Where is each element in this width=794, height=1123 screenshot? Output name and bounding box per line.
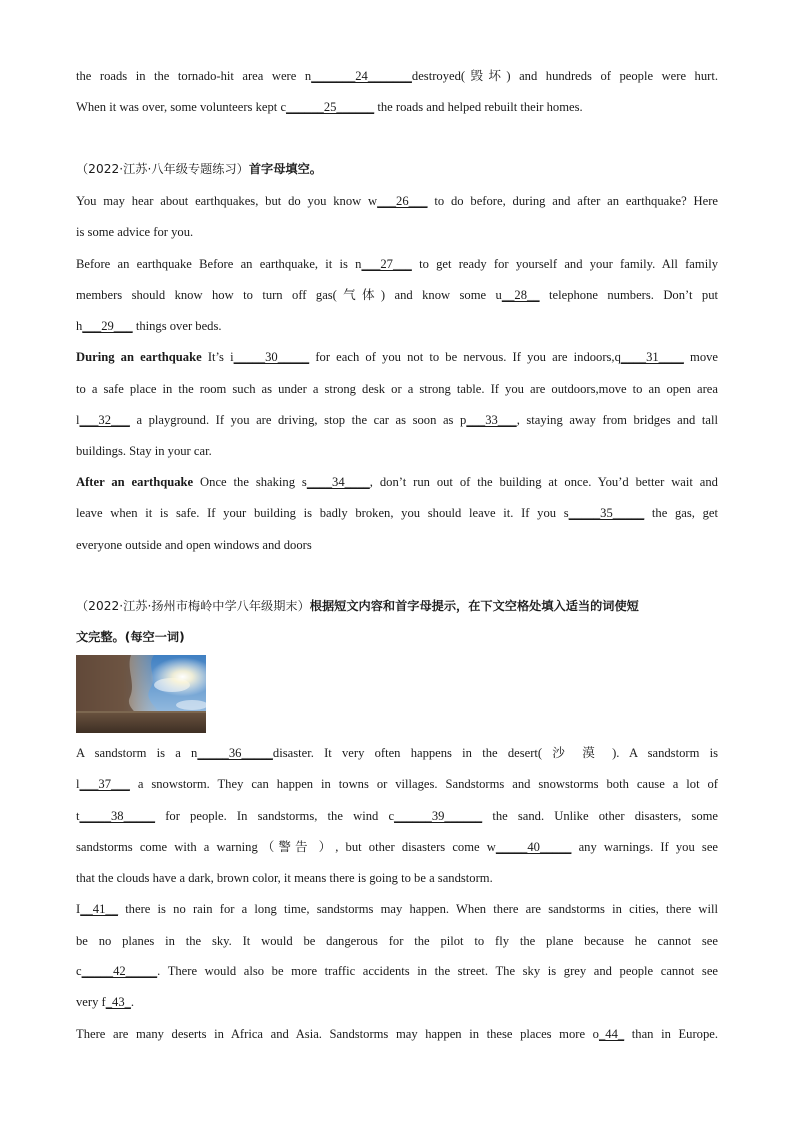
passage-line: After an earthquake Once the shaking s____34____, don’t run out of the building at once. You’d better wait and xyxy=(76,475,718,489)
passage-line: I__41__ there is no rain for a long time, sandstorms may happen. When there are sandstorms in cities, there will xyxy=(76,902,718,916)
passage-line: members should know how to turn off gas(气体) and know some u__28__ telephone numbers. Don’t put xyxy=(76,288,718,302)
passage-line: During an earthquake It’s i_____30_____ for each of you not to be nervous. If you are indoors,q____31____ move xyxy=(76,350,718,364)
blank-41[interactable]: __41__ xyxy=(80,902,118,916)
blank-33[interactable]: ___33___ xyxy=(466,413,517,427)
passage-line: c_____42_____. There would also be more traffic accidents in the street. The sky is grey and people cannot see xyxy=(76,964,718,978)
passage-line: l___32___ a playground. If you are driving, stop the car as soon as p___33___, staying away from bridges and tall xyxy=(76,413,718,427)
passage-line: sandstorms come with a warning（警告 ）, but other disasters come w_____40_____ any warnings. If you see xyxy=(76,840,719,854)
blank-35[interactable]: _____35_____ xyxy=(568,506,645,520)
blank-31[interactable]: ____31____ xyxy=(620,350,684,364)
passage-line: t_____38_____ for people. In sandstorms, the wind c______39______ the sand. Unlike other disasters, some xyxy=(76,809,718,823)
passage-line: You may hear about earthquakes, but do you know w___26___ to do before, during and after an earthquake? Here xyxy=(76,194,718,208)
blank-24[interactable]: _______24_______ xyxy=(311,69,412,83)
blank-29[interactable]: ___29___ xyxy=(82,319,133,333)
passage-line: be no planes in the sky. It would be dangerous for the pilot to fly the plane because he cannot see xyxy=(76,934,718,948)
passage-line: leave when it is safe. If your building is badly broken, you should leave it. If you s_____35_____ the gas, get xyxy=(76,506,719,520)
heading-source: （2022·江苏·八年级专题练习） xyxy=(76,162,249,176)
blank-32[interactable]: ___32___ xyxy=(79,413,130,427)
blank-28[interactable]: __28__ xyxy=(501,288,540,302)
subheading-after: After an earthquake xyxy=(76,475,194,489)
blank-37[interactable]: ___37___ xyxy=(79,777,130,791)
passage-line: buildings. Stay in your car. xyxy=(76,444,212,458)
heading-source: （2022·江苏·扬州市梅岭中学八年级期末） xyxy=(76,599,310,613)
passage-line: to a safe place in the room such as under a strong desk or a strong table. If you are outdoors,move to an open area xyxy=(76,382,718,396)
blank-42[interactable]: _____42_____ xyxy=(81,964,158,978)
blank-25[interactable]: ______25______ xyxy=(286,100,375,114)
section-heading-cont: 文完整。(每空一词) xyxy=(76,630,185,644)
blank-44[interactable]: _44_ xyxy=(598,1027,625,1041)
heading-task: 根据短文内容和首字母提示，在下文空格处填入适当的词使短 xyxy=(309,599,639,613)
blank-36[interactable]: _____36_____ xyxy=(197,746,273,760)
heading-task: 首字母填空。 xyxy=(248,162,322,176)
passage-line: h___29___ things over beds. xyxy=(76,319,222,333)
subheading-during: During an earthquake xyxy=(76,350,202,364)
blank-30[interactable]: _____30_____ xyxy=(233,350,310,364)
blank-43[interactable]: _43_ xyxy=(105,995,131,1009)
passage-line: the roads in the tornado-hit area were n_______24_______destroyed(毁坏) and hundreds of people were hurt. xyxy=(76,69,718,83)
sandstorm-photo xyxy=(76,655,206,733)
section-heading xyxy=(76,598,639,614)
blank-40[interactable]: _____40_____ xyxy=(495,840,572,854)
passage-line: very f_43_. xyxy=(76,995,135,1009)
passage-line: everyone outside and open windows and doors xyxy=(76,538,312,552)
blank-34[interactable]: ____34____ xyxy=(306,475,370,489)
section-heading xyxy=(76,161,322,177)
blank-38[interactable]: _____38_____ xyxy=(79,809,156,823)
passage-line: A sandstorm is a n_____36_____disaster. It very often happens in the desert( 沙 漠 ). A sandstorm is xyxy=(76,746,718,760)
passage-line: l___37___ a snowstorm. They can happen in towns or villages. Sandstorms and snowstorms both cause a lot of xyxy=(76,777,718,791)
passage-line: that the clouds have a dark, brown color, it means there is going to be a sandstorm. xyxy=(76,871,493,885)
passage-line: There are many deserts in Africa and Asia. Sandstorms may happen in these places more o_44_ than in Europe. xyxy=(76,1027,718,1041)
blank-39[interactable]: ______39______ xyxy=(394,809,483,823)
passage-line: Before an earthquake Before an earthquake, it is n___27___ to get ready for yourself and your family. All family xyxy=(76,257,718,271)
passage-line: is some advice for you. xyxy=(76,225,194,239)
blank-27[interactable]: ___27___ xyxy=(361,257,412,271)
blank-26[interactable]: ___26___ xyxy=(377,194,428,208)
passage-line: When it was over, some volunteers kept c______25______ the roads and helped rebuilt their homes. xyxy=(76,100,583,114)
